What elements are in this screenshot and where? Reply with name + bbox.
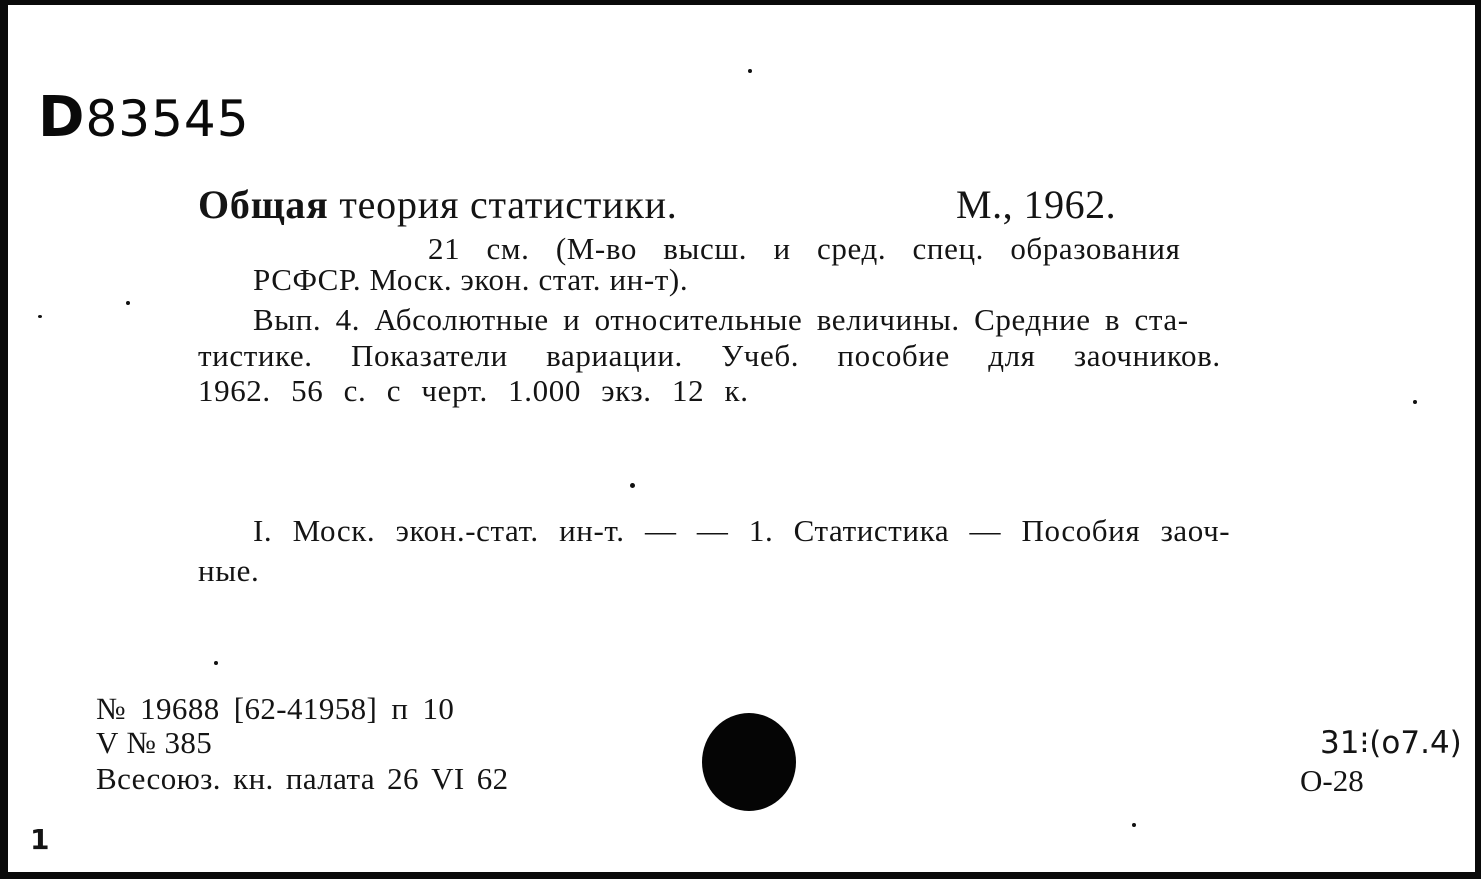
imprint-line-2: V № 385 [96,725,213,760]
card-number-prefix: D [38,85,86,150]
imprint-line-3: Всесоюз. кн. палата 26 VI 62 [96,761,509,796]
card-number-digits: 83545 [85,90,250,148]
publication-place-year: М., 1962. [956,182,1117,227]
description-line-5: 1962. 56 с. с черт. 1.000 экз. 12 к. [198,373,749,408]
speck [748,69,752,73]
description-line-1: 21 см. (М-во высш. и сред. спец. образования [428,231,1181,266]
speck [1413,400,1417,404]
book-title-rest: теория статистики. [339,182,678,227]
description-line-2: РСФСР. Моск. экон. стат. ин-т). [253,262,689,297]
punch-hole [702,713,796,811]
corner-mark: 1 [30,823,50,856]
speck [1132,823,1136,827]
speck [126,301,130,305]
card-number [38,85,250,150]
tracing-line-1: I. Моск. экон.-стат. ин-т. — — 1. Статистика — Пособия заоч- [253,513,1231,548]
imprint-line-1: № 19688 [62-41958] п 10 [96,691,455,726]
book-title-bold: Общая [198,182,329,227]
tracing-line-2: ные. [198,553,260,588]
speck [214,661,218,665]
author-mark: О-28 [1300,763,1364,798]
description-line-3: Вып. 4. Абсолютные и относительные величины. Средние в ста- [253,302,1189,337]
book-title [198,181,678,228]
speck [38,315,42,318]
description-line-4: тистике. Показатели вариации. Учеб. пособие для заочников. [198,338,1221,373]
classification-code: 31⁝(o7.4) [1320,725,1462,761]
speck [630,483,635,488]
